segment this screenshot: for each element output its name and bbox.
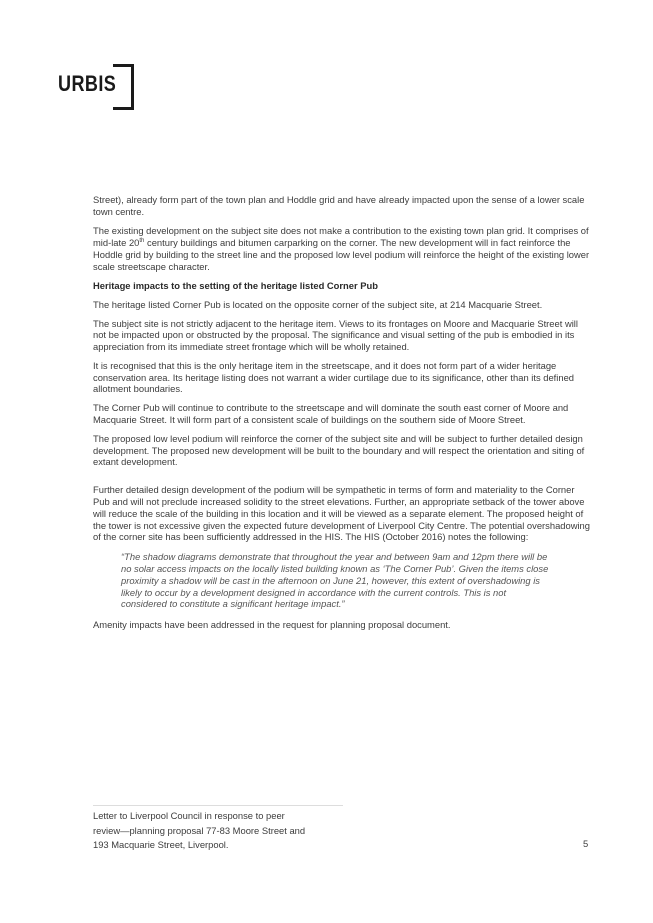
paragraph-1: Street), already form part of the town plan and Hoddle grid and have already impacted upon the sense of a lower scale town centre. bbox=[93, 194, 585, 217]
paragraph-8: Further detailed design development of the podium will be sympathetic in terms of form and materiality to the Corner Pub and will not preclude increased solidity to the street elevations. Further, an appropriate setback of the tower above will reduce the scale of the building in this location and it will be viewed as a separate element. The proposed height of the tower is not excessive given the expected future development of Liverpool City Centre. The potential overshadowing of the corner site has been sufficiently addressed in the HIS. The HIS (October 2016) notes the following: bbox=[93, 484, 590, 543]
footer-line-1: Letter to Liverpool Council in response to peer bbox=[93, 810, 285, 821]
paragraph-4: The subject site is not strictly adjacent to the heritage item. Views to its frontages on Moore and Macquarie Street will not be impacted upon or obstructed by the proposal. The significance and visual setting of the pub is embodied in its appreciation from its immediate street frontage which will be wholly retained. bbox=[93, 317, 578, 353]
paragraph-6: The Corner Pub will continue to contribute to the streetscape and will dominate the south east corner of Moore and Macquarie Street. It will form part of a consistent scale of buildings on the southern side of Moore Street. bbox=[93, 402, 569, 426]
paragraph-2 bbox=[93, 225, 591, 273]
footer-line-3: 193 Macquarie Street, Liverpool. bbox=[93, 839, 229, 850]
paragraph-2-part-b: century buildings and bitumen carparking on the corner. The new development will in fact reinforce the Hoddle grid by building to the street line and the proposed low level podium will reinforce the height of the existing lower scale streetscape character. bbox=[93, 237, 590, 273]
paragraph-9: Amenity impacts have been addressed in the request for planning proposal document. bbox=[93, 619, 451, 631]
logo-text: URBIS bbox=[58, 71, 117, 96]
urbis-logo bbox=[58, 64, 134, 108]
paragraph-5: It is recognised that this is the only heritage item in the streetscape, and it does not form part of a wider heritage conservation area. Its heritage listing does not warrant a wider curtilage due to its significance, other than its defined allotment boundaries. bbox=[93, 359, 574, 395]
block-quote: “The shadow diagrams demonstrate that throughout the year and between 9am and 12pm there will be no solar access impacts on the locally listed building known as ‘The Corner Pub’. Given the items close proximity a shadow will be cast in the afternoon on June 21, however, this extent of overshadowing is likely to occur by a development designed in accordance with the current controls. This is not considered to constitute a significant heritage impact.” bbox=[121, 551, 549, 610]
document-body bbox=[93, 194, 591, 638]
footer bbox=[93, 809, 353, 853]
paragraph-2-part-a: The existing development on the subject site does not make a contribution to the existing town plan grid. It comprises of mid-late 20 bbox=[93, 224, 589, 249]
footer-divider bbox=[93, 805, 343, 806]
paragraph-7: The proposed low level podium will reinforce the corner of the subject site and will be subject to further detailed design development. The proposed new development will be built to the boundary and will respect the orientation and siting of extant development. bbox=[93, 432, 585, 468]
footer-line-2: review—planning proposal 77-83 Moore Street and bbox=[93, 824, 306, 836]
section-heading: Heritage impacts to the setting of the heritage listed Corner Pub bbox=[93, 279, 378, 291]
paragraph-3: The heritage listed Corner Pub is located on the opposite corner of the subject site, at 214 Macquarie Street. bbox=[93, 298, 543, 310]
logo-bracket bbox=[113, 64, 134, 110]
page-number: 5 bbox=[583, 838, 589, 849]
superscript-th: th bbox=[139, 238, 145, 245]
